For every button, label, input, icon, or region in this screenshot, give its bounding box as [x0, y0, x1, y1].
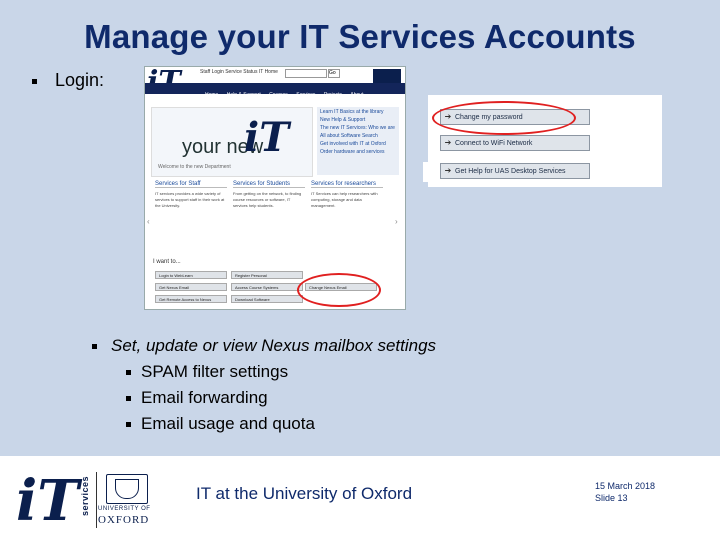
hero-link[interactable]: Learn IT Basics at the library [320, 109, 384, 115]
slide-date: 15 March 2018 [595, 481, 656, 491]
column-heading[interactable]: Services for Staff [155, 181, 227, 188]
hero-link[interactable]: All about Software Search [320, 133, 378, 139]
carousel-next-icon[interactable]: › [395, 217, 398, 226]
arrow-icon: ➔ [444, 112, 452, 121]
footer-center-text: IT at the University of Oxford [196, 484, 413, 503]
arrow-icon: ➔ [444, 166, 452, 175]
menu-button[interactable]: Get Nexus Email [155, 283, 227, 291]
arrow-icon: ➔ [444, 138, 452, 147]
menu-button[interactable]: Register Personal [231, 271, 303, 279]
slide-number: Slide 13 [595, 493, 628, 503]
menu-button[interactable]: Download Software [231, 295, 303, 303]
column-text: IT Services can help researchers with computing, storage and data management. [311, 191, 378, 208]
sub-bullet [126, 362, 288, 382]
slide-footer [0, 456, 720, 540]
sub-bullet [126, 414, 315, 434]
nav-item-services[interactable]: Services [296, 92, 316, 98]
hero-link[interactable]: Get involved with IT at Oxford [320, 141, 386, 147]
nav-item-about[interactable]: About [350, 92, 364, 98]
crest-shield-icon [115, 479, 139, 499]
nexus-bullet [92, 336, 436, 356]
students-column [233, 181, 305, 209]
connect-wifi-button[interactable] [440, 135, 590, 151]
site-top-links[interactable]: Staff Login Service Status IT Home [200, 69, 278, 75]
hero-banner[interactable] [151, 107, 313, 177]
hero-links-panel [317, 107, 399, 175]
button-label: Connect to WiFi Network [455, 140, 533, 147]
university-of-label: UNIVERSITY OF [98, 506, 151, 512]
menu-button[interactable]: Access Course Systems [231, 283, 303, 291]
column-text: IT services provides a wide variety of services to support staff in their work at the University. [155, 191, 225, 208]
site-search-button[interactable]: Go [328, 69, 340, 78]
oxford-label: OXFORD [98, 514, 150, 526]
nav-item-help[interactable]: Help & Support [226, 92, 261, 98]
bullet-icon [92, 344, 97, 349]
it-services-logo: iT [16, 468, 79, 534]
hero-link[interactable]: New Help & Support [320, 117, 366, 123]
hero-link[interactable]: The new IT Services: Who we are [320, 125, 395, 131]
column-heading[interactable]: Services for Students [233, 181, 305, 188]
staff-column [155, 181, 227, 209]
sub-bullet [126, 388, 268, 408]
button-label: Get Help for UAS Desktop Services [455, 168, 566, 175]
logo-divider [96, 472, 97, 528]
nav-item-home[interactable]: Home [205, 92, 219, 98]
bullet-icon [126, 396, 131, 401]
nav-item-projects[interactable]: Projects [323, 92, 342, 98]
menu-button[interactable]: Get Remote Access to Nexus [155, 295, 227, 303]
button-label: Change my password [455, 114, 523, 121]
researchers-column [311, 181, 383, 209]
sub-bullet-text: SPAM filter settings [141, 362, 289, 381]
uas-help-button[interactable] [440, 163, 590, 179]
column-heading[interactable]: Services for researchers [311, 181, 383, 188]
menu-button[interactable]: Login to WebLearn [155, 271, 227, 279]
highlight-circle [297, 273, 381, 307]
website-screenshot [144, 66, 406, 310]
carousel-prev-icon[interactable]: ‹ [147, 217, 150, 226]
i-want-to-label: I want to... [153, 259, 181, 265]
hero-caption: Welcome to the new Department [158, 164, 231, 170]
menu-button-change-nexus[interactable]: Change Nexus Email [305, 283, 377, 291]
highlight-circle [432, 101, 576, 135]
login-bullet [32, 70, 104, 91]
sub-bullet-text: Email forwarding [141, 388, 268, 407]
bullet-icon [32, 79, 37, 84]
site-search-input[interactable] [285, 69, 327, 78]
site-nav-bar [145, 83, 405, 98]
site-header [145, 67, 405, 83]
nexus-label: Set, update or view Nexus mailbox settings [111, 336, 437, 355]
nav-item-courses[interactable]: Courses [269, 92, 288, 98]
bullet-icon [126, 422, 131, 427]
hero-text: your new [182, 136, 264, 158]
login-label: Login: [55, 70, 105, 90]
services-wordmark: services [80, 476, 90, 517]
hero-link[interactable]: Order hardware and services [320, 149, 385, 155]
hero-logo: iT [244, 114, 289, 161]
bullet-icon [126, 370, 131, 375]
oxford-crest-icon [106, 474, 148, 504]
column-text: From getting on the network, to finding course resources or software, IT services help students. [233, 191, 302, 208]
page-title: Manage your IT Services Accounts [84, 18, 636, 55]
sub-bullet-text: Email usage and quota [141, 414, 315, 433]
